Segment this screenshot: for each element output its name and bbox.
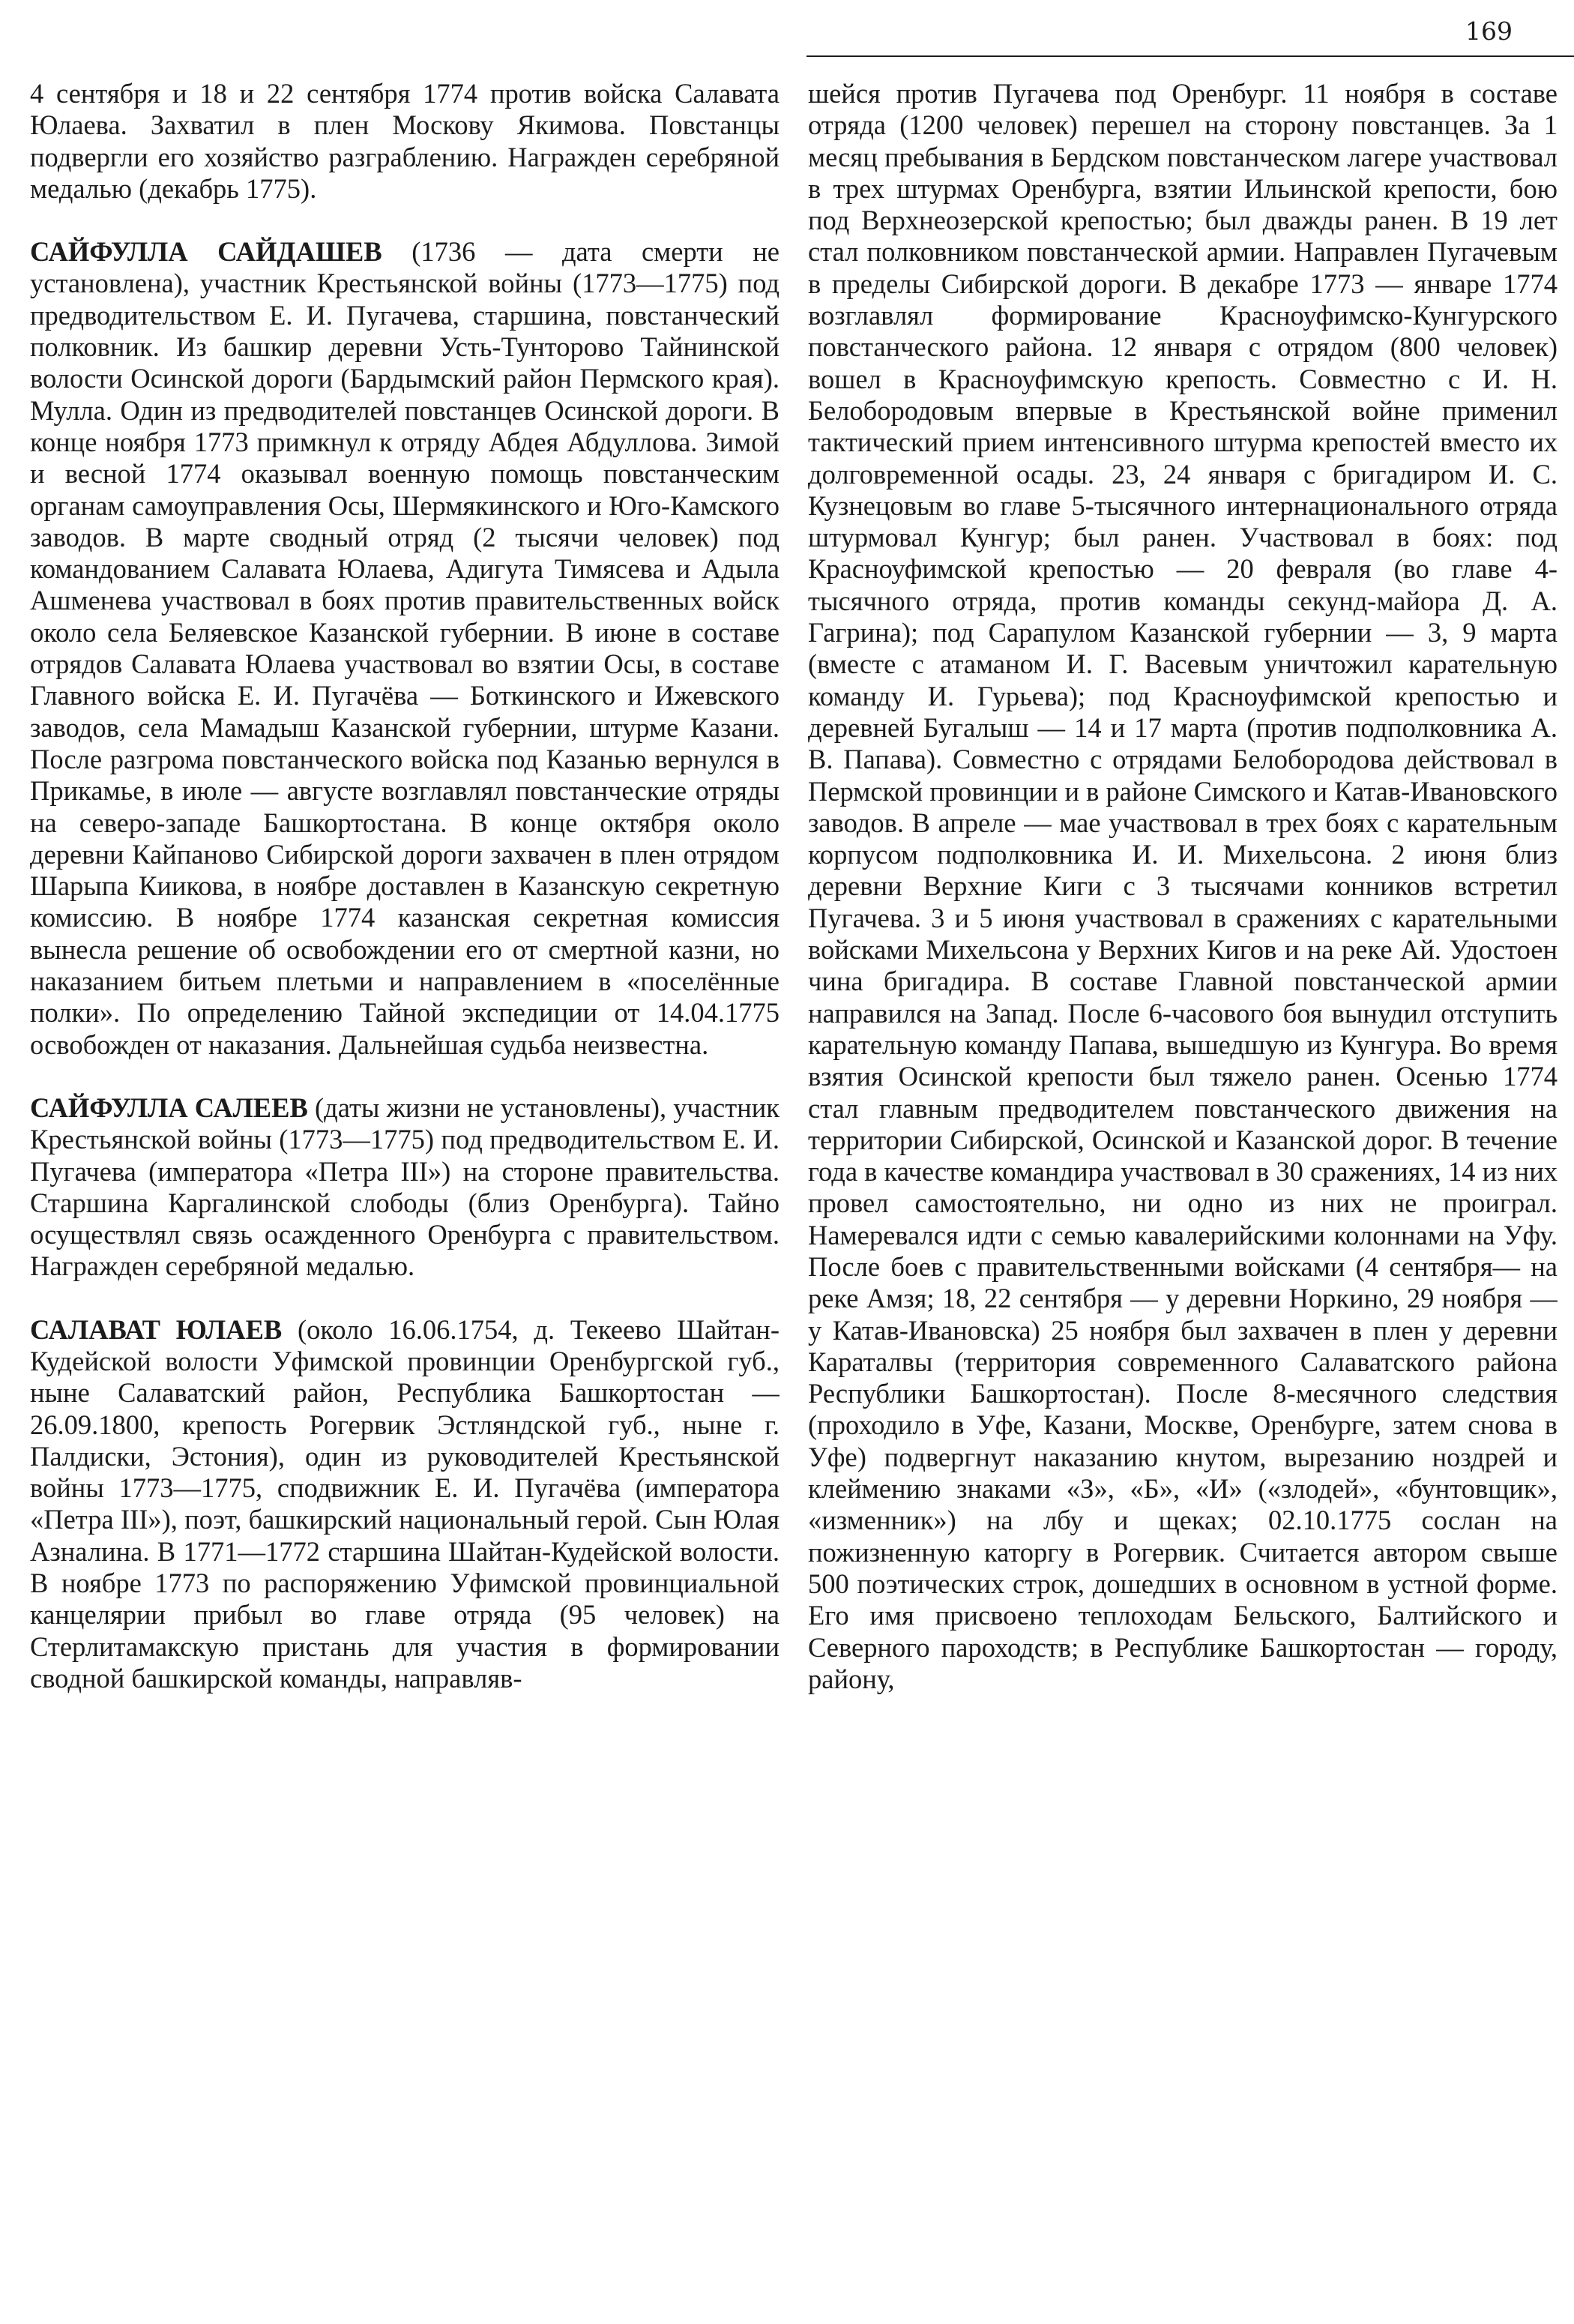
entry-headword: САЙФУЛЛА САЙДАШЕВ: [30, 236, 382, 268]
page-number: 169: [1465, 16, 1513, 46]
entry-headword: САЛАВАТ ЮЛАЕВ: [30, 1313, 283, 1345]
entry-text: (1736 — дата смерти не установлена), участник Крестьянской войны (1773—1775) под предводительством Е. И. Пугачева, старшина, повстанческий полковник. Из башкир деревни Усть-Тунторово Тайнинской волости Осинской дороги (Бардымский район Пермского края). Мулла. Один из предводителей повстанцев Осинской дороги. В конце ноября 1773 примкнул к отряду Абдея Абдуллова. Зимой и весной 1774 оказывал военную помощь повстанческим органам самоуправления Осы, Шермякинского и Юго-Камского заводов. В марте сводный отряд (2 тысячи человек) под командованием Салавата Юлаева, Адигута Тимясева и Адыла Ашменева участвовал в боях против правительственных войск около села Беляевское Казанской губернии. В июне в составе отрядов Салавата Юлаева участвовал во взятии Осы, в составе Главного войска Е. И. Пугачёва — Боткинского и Ижевского заводов, села Мамадыш Казанской губернии, штурме Казани. После разгрома повстанческого войска под Казанью вернулся в Прикамье, в июле — августе возглавлял повстанческие отряды на северо-западе Башкортостана. В конце октября около деревни Кайпаново Сибирской дороги захвачен в плен отрядом Шарыпа Киикова, в ноябре доставлен в Казанскую секретную комиссию. В ноябре 1774 казанская секретная комиссия вынесла решение об освобождении его от смертной казни, но наказанием битьем плетьми и направлением в «поселённые полки». По определению Тайной экспедиции от 14.04.1775 освобожден от наказания. Дальнейшая судьба неизвестна.: [30, 236, 780, 1060]
entry-continuation: 4 сентября и 18 и 22 сентября 1774 против войска Салавата Юлаева. Захватил в плен Москову Якимова. Повстанцы подвергли его хозяйство разграблению. Награжден серебряной медалью (декабрь 1775).: [30, 78, 780, 204]
entry-headword: САЙФУЛЛА САЛЕЕВ: [30, 1092, 308, 1123]
entry-sayfulla-saydashev: [30, 236, 780, 1061]
left-column: [30, 78, 780, 2320]
header-rule: [806, 55, 1574, 57]
entry-sayfulla-saleev: [30, 1092, 780, 1283]
entry-salavat-yulaev: [30, 1314, 780, 1695]
entry-text: (даты жизни не установлены), участник Крестьянской войны (1773—1775) под предводительством Е. И. Пугачева (императора «Петра III») на стороне правительства. Старшина Каргалинской слободы (близ Оренбурга). Тайно осуществлял связь осажденного Оренбурга с правительством. Награжден серебряной медалью.: [30, 1092, 780, 1282]
entry-salavat-yulaev-continued: шейся против Пугачева под Оренбург. 11 ноября в составе отряда (1200 человек) перешел на сторону повстанцев. За 1 месяц пребывания в Бердском повстанческом лагере участвовал в трех штурмах Оренбурга, взятии Ильинской крепости, бою под Верхнеозерской крепостью; был дважды ранен. В 19 лет стал полковником повстанческой армии. Направлен Пугачевым в пределы Сибирской дороги. В декабре 1773 — январе 1774 возглавлял формирование Красноуфимско-Кунгурского повстанческого района. 12 января с отрядом (800 человек) вошел в Красноуфимскую крепость. Совместно с И. Н. Белобородовым впервые в Крестьянской войне применил тактический прием интенсивного штурма крепостей вместо их долговременной осады. 23, 24 января с бригадиром И. С. Кузнецовым во главе 5-тысячного интернационального отряда штурмовал Кунгур; был ранен. Участвовал в боях: под Красноуфимской крепостью — 20 февраля (во главе 4-тысячного отряда, против команды секунд-майора Д. А. Гагрина); под Сарапулом Казанской губернии — 3, 9 марта (вместе с атаманом И. Г. Васевым уничтожил карательную команду И. Гурьева); под Красноуфимской крепостью и деревней Бугалыш — 14 и 17 марта (против подполковника А. В. Папава). Совместно с отрядами Белобородова действовал в Пермской провинции и в районе Симского и Катав-Ивановского заводов. В апреле — мае участвовал в трех боях с карательным корпусом подполковника И. И. Михельсона. 2 июня близ деревни Верхние Киги с 3 тысячами конников встретил Пугачева. 3 и 5 июня участвовал в сражениях с карательными войсками Михельсона у Верхних Кигов и на реке Ай. Удостоен чина бригадира. В составе Главной повстанческой армии направился на Запад. После 6-часового боя вынудил отступить карательную команду Папава, вышедшую из Кунгура. Во время взятия Осинской крепости был тяжело ранен. Осенью 1774 стал главным предводителем повстанческого движения на территории Сибирской, Осинской и Казанской дорог. В течение года в качестве командира участвовал в 30 сражениях, 14 из них провел самостоятельно, ни одно из них не проиграл. Намеревался идти с семью кавалерийскими колоннами на Уфу. После боев с правительственными войсками (4 сентября— на реке Амзя; 18, 22 сентября — у деревни Норкино, 29 ноября — у Катав-Ивановска) 25 ноября был захвачен в плен у деревни Караталвы (территория современного Салаватского района Республики Башкортостан). После 8-месячного следствия (проходило в Уфе, Казани, Москве, Оренбурге, затем снова в Уфе) подвергнут наказанию кнутом, вырезанию ноздрей и клеймению знаками «З», «Б», «И» («злодей», «бунтовщик», «изменник») на лбу и щеках; 02.10.1775 сослан на пожизненную каторгу в Рогервик. Считается автором свыше 500 поэтических строк, дошедших в основном в устной форме. Его имя присвоено теплоходам Бельского, Балтийского и Северного пароходств; в Республике Башкортостан — городу, району,: [808, 78, 1558, 1694]
right-column: [808, 78, 1558, 2320]
entry-text: (около 16.06.1754, д. Текеево Шайтан-Кудейской волости Уфимской провинции Оренбургской губ., ныне Салаватский район, Республика Башкортостан — 26.09.1800, крепость Рогервик Эстляндской губ., ныне г. Палдиски, Эстония), один из руководителей Крестьянской войны 1773—1775, сподвижник Е. И. Пугачёва (императора «Петра III»), поэт, башкирский национальный герой. Сын Юлая Азналина. В 1771—1772 старшина Шайтан-Кудейской волости. В ноябре 1773 по распоряжению Уфимской провинциальной канцелярии прибыл во главе отряда (95 человек) на Стерлитамакскую пристань для участия в формировании сводной башкирской команды, направляв-: [30, 1313, 780, 1694]
